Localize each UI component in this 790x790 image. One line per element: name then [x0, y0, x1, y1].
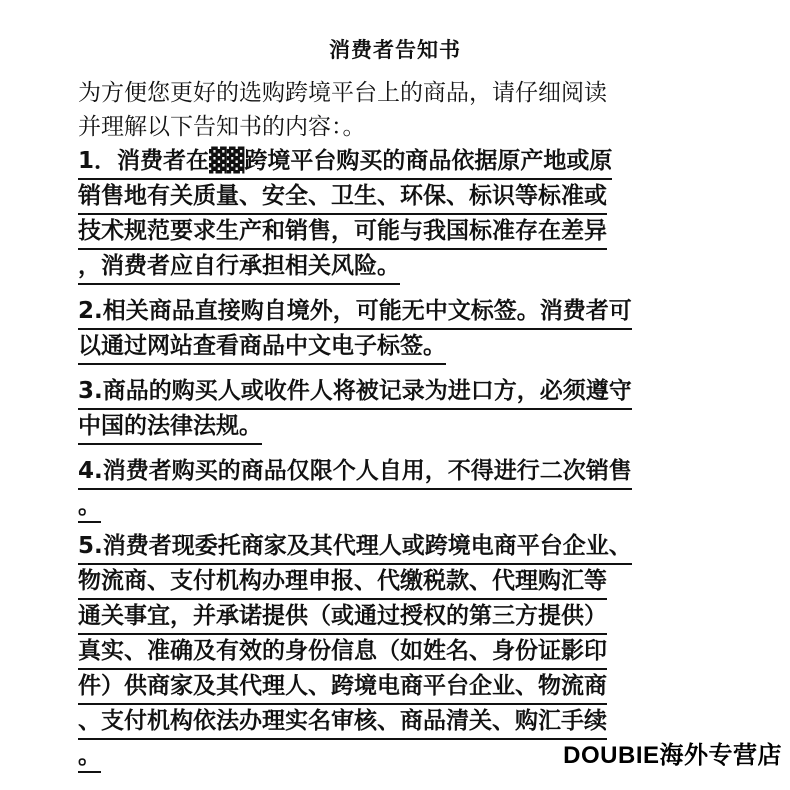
notice-item-3	[78, 378, 733, 448]
notice-item-2	[78, 298, 733, 368]
item-line: ，消费者应自行承担相关风险。	[78, 253, 400, 285]
item-line: 中国的法律法规。	[78, 413, 262, 445]
document-title: 消费者告知书	[329, 38, 461, 62]
intro-paragraph	[78, 76, 718, 144]
item-line: 真实、准确及有效的身份信息（如姓名、身份证影印	[78, 638, 607, 670]
item-line: 3.商品的购买人或收件人将被记录为进口方，必须遵守	[78, 378, 632, 410]
item-line: 技术规范要求生产和销售，可能与我国标准存在差异	[78, 218, 607, 250]
item-line: 。	[78, 493, 101, 523]
item-line: 2.相关商品直接购自境外，可能无中文标签。消费者可	[78, 298, 632, 330]
item-line: 。	[78, 743, 101, 773]
store-name: DOUBIE海外专营店	[563, 742, 782, 769]
item-line: 以通过网站查看商品中文电子标签。	[78, 333, 446, 365]
notice-item-4	[78, 458, 733, 523]
intro-line: 为方便您更好的选购跨境平台上的商品，请仔细阅读	[78, 80, 607, 106]
notice-items	[78, 148, 733, 783]
item-line: 1．消费者在▓▓跨境平台购买的商品依据原产地或原	[78, 148, 612, 180]
notice-item-1	[78, 148, 733, 288]
item-line: 5.消费者现委托商家及其代理人或跨境电商平台企业、	[78, 533, 632, 565]
item-line: 通关事宜，并承诺提供（或通过授权的第三方提供）	[78, 603, 607, 635]
item-line: 、支付机构依法办理实名审核、商品清关、购汇手续	[78, 708, 607, 740]
item-line: 销售地有关质量、安全、卫生、环保、标识等标准或	[78, 183, 607, 215]
intro-line: 并理解以下告知书的内容：。	[78, 114, 366, 140]
item-line: 物流商、支付机构办理申报、代缴税款、代理购汇等	[78, 568, 607, 600]
item-line: 件）供商家及其代理人、跨境电商平台企业、物流商	[78, 673, 607, 705]
item-line: 4.消费者购买的商品仅限个人自用，不得进行二次销售	[78, 458, 632, 490]
